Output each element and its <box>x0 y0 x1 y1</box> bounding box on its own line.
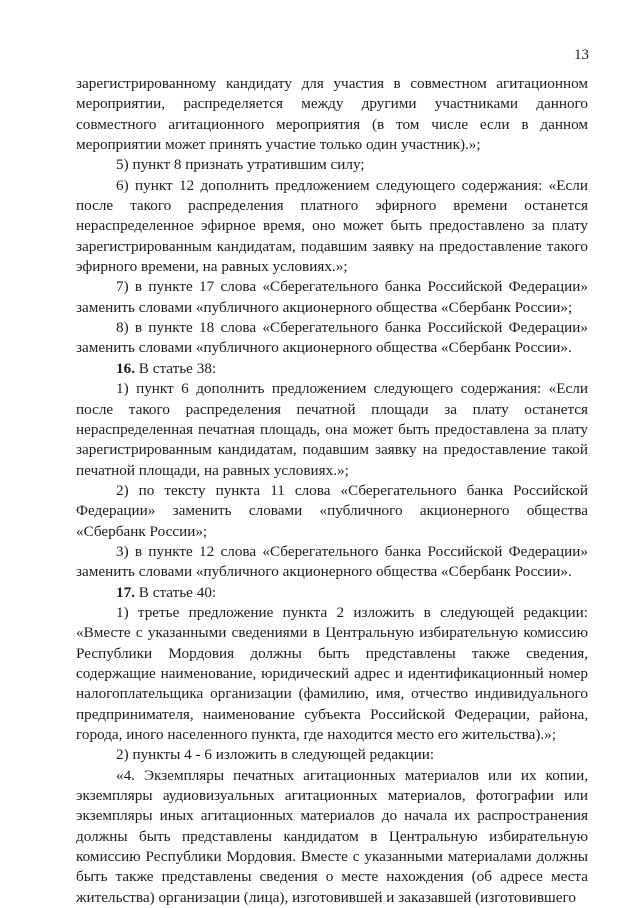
page-number: 13 <box>574 47 589 63</box>
paragraph-item-6: 6) пункт 12 дополнить предложением следующего содержания: «Если после такого распределения платного эфирного времени останется нераспределенное эфирное время, оно может быть предоставлено за плату зарегистрированным кандидатам, подавшим заявку на предоставление такого эфирного времени, на равных условиях.»; <box>76 176 588 276</box>
paragraph-art40-item-2: 2) пункты 4 - 6 изложить в следующей редакции: <box>116 746 435 764</box>
section-number-16: 16. <box>116 359 135 377</box>
paragraph-art38-item-3: 3) в пункте 12 слова «Сберегательного банка Российской Федерации» заменить словами «публичного акционерного общества «Сбербанк России». <box>76 542 588 581</box>
paragraph-continuation: зарегистрированному кандидату для участия в совместном агитационном мероприятии, распределяется между другими участниками данного совместного агитационного мероприятия (в том числе если в данном мероприятии может принять участие только один участник).»; <box>76 75 588 154</box>
section-heading-17-text: В статье 40: <box>134 583 217 601</box>
paragraph-item-7: 7) в пункте 17 слова «Сберегательного банка Российской Федерации» заменить словами «публичного акционерного общества «Сбербанк России»; <box>76 278 588 316</box>
section-heading-16 <box>76 359 588 379</box>
paragraph-art38-item-2: 2) по тексту пункта 11 слова «Сберегательного банка Российской Федерации» заменить словами «публичного акционерного общества «Сбербанк России»; <box>76 481 588 540</box>
paragraph-art40-item-1: 1) третье предложение пункта 2 изложить в следующей редакции: «Вместе с указанными сведениями в Центральную избирательную комиссию Республики Мордовия должны быть представлены также сведения, содержащие наименование, юридический адрес и идентификационный номер налогоплательщика организации (фамилию, имя, отчество индивидуального предпринимателя, наименование субъекта Российской Федерации, района, города, иного населенного пункта, где находится место его жительства).»; <box>76 603 588 743</box>
paragraph-item-8: 8) в пункте 18 слова «Сберегательного банка Российской Федерации» заменить словами «публичного акционерного общества «Сбербанк России». <box>76 319 588 357</box>
document-body <box>76 74 588 908</box>
paragraph-art40-quoted-4: «4. Экземпляры печатных агитационных материалов или их копии, экземпляры аудиовизуальных агитационных материалов, фотографии или экземпляры иных агитационных материалов до начала их распространения должны быть представлены кандидатом в Центральную избирательную комиссию Республики Мордовия. Вместе с указанными материалами должны быть также представлены сведения о месте нахождения (об адресе места жительства) организации (лица), изготовившей и заказавшей (изготовившего <box>76 766 588 906</box>
paragraph-art38-item-1: 1) пункт 6 дополнить предложением следующего содержания: «Если после такого распределения печатной площади за плату останется нераспределенная печатная площадь, она может быть предоставлена за плату зарегистрированным кандидатам, подавшим заявку на предоставление такой печатной площади, на равных условиях.»; <box>76 380 588 479</box>
section-number-17: 17. <box>116 583 135 601</box>
section-heading-17 <box>76 583 588 603</box>
section-heading-16-text: В статье 38: <box>134 359 217 377</box>
paragraph-item-5: 5) пункт 8 признать утратившим силу; <box>116 156 365 174</box>
